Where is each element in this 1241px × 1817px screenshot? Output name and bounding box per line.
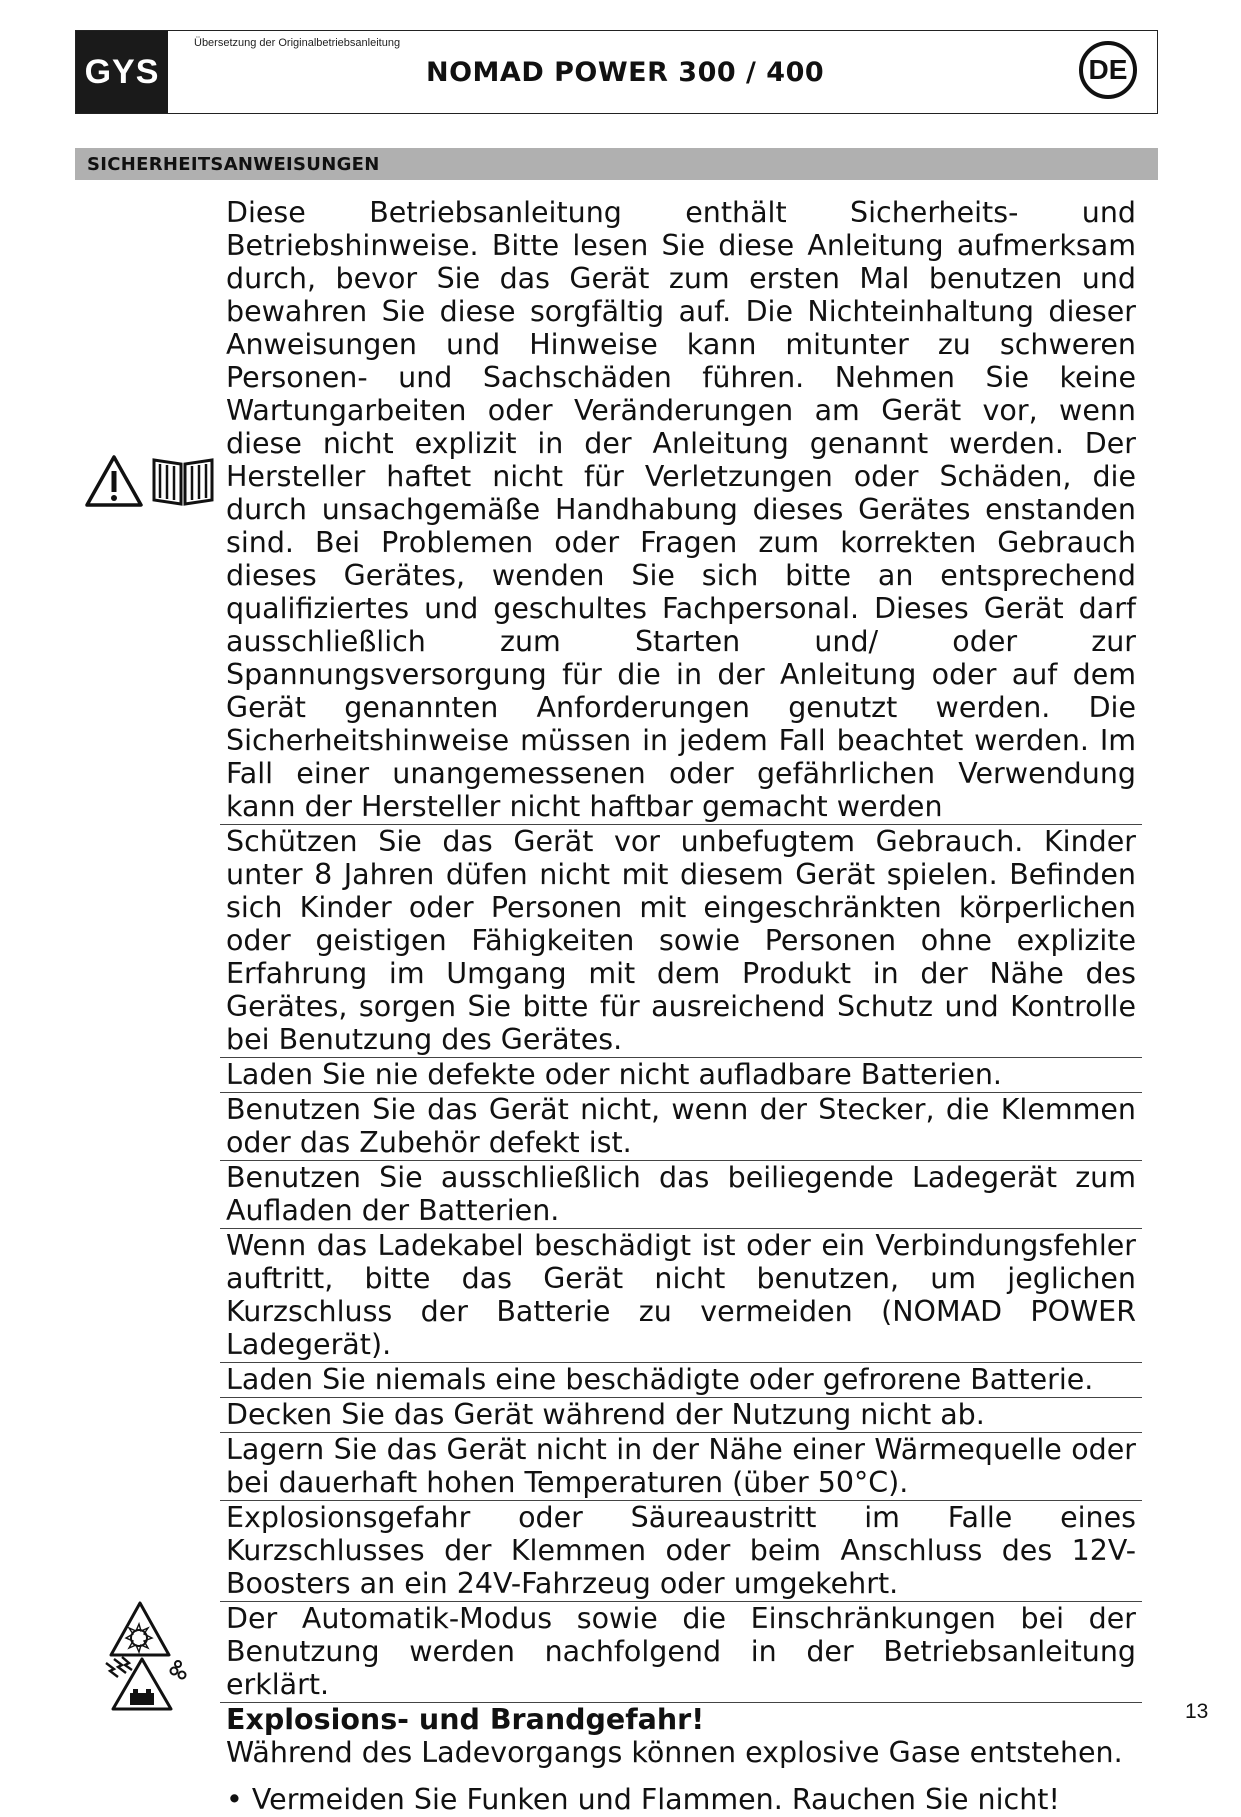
no-sparks-icon	[102, 1655, 188, 1713]
language-badge: DE	[1079, 41, 1137, 99]
instruction-item: Lagern Sie das Gerät nicht in der Nähe einer Wärmequelle oder bei dauerhaft hohen Temperaturen (über 50°C).	[220, 1433, 1142, 1501]
page-number: 13	[1185, 1700, 1209, 1723]
hazard-text: Während des Ladevorgangs können explosive Gase entstehen.	[226, 1736, 1123, 1769]
instruction-item: Schützen Sie das Gerät vor unbefugtem Gebrauch. Kinder unter 8 Jahren düfen nicht mit diesem Gerät spielen. Befinden sich Kinder oder Personen mit eingeschränkten körperlichen oder geistigen Fähigkeiten sowie Personen ohne explizite Erfahrung im Umgang mit dem Produkt in der Nähe des Gerätes, sorgen Sie bitte für ausreichend Schutz und Kontrolle bei Benutzung des Gerätes.	[220, 825, 1142, 1058]
explosion-hazard-icon	[108, 1600, 172, 1658]
instruction-item: Benutzen Sie ausschließlich das beiliegende Ladegerät zum Aufladen der Batterien.	[220, 1161, 1142, 1229]
warning-icons	[84, 454, 216, 508]
gys-logo: GYS	[76, 31, 168, 113]
instruction-item: Benutzen Sie das Gerät nicht, wenn der Stecker, die Klemmen oder das Zubehör defekt ist.	[220, 1093, 1142, 1161]
hazard-block	[220, 1703, 1142, 1817]
section-heading: SICHERHEITSANWEISUNGEN	[75, 148, 1158, 180]
page-header	[75, 30, 1158, 114]
instruction-item: Wenn das Ladekabel beschädigt ist oder ein Verbindungsfehler auftritt, bitte das Gerät nicht benutzen, um jeglichen Kurzschluss der Batterie zu vermeiden (NOMAD POWER Ladegerät).	[220, 1229, 1142, 1363]
instruction-item: Laden Sie nie defekte oder nicht aufladbare Batterien.	[220, 1058, 1142, 1093]
manual-book-icon	[150, 454, 216, 508]
hazard-title: Explosions- und Brandgefahr!	[226, 1703, 705, 1736]
instruction-item: Explosionsgefahr oder Säureaustritt im Falle eines Kurzschlusses der Klemmen oder beim Anschluss des 12V-Boosters an ein 24V-Fahrzeug oder umgekehrt.	[220, 1501, 1142, 1602]
instruction-item: Laden Sie niemals eine beschädigte oder gefrorene Batterie.	[220, 1363, 1142, 1398]
warning-triangle-icon	[84, 454, 144, 508]
instruction-item: Decken Sie das Gerät während der Nutzung nicht ab.	[220, 1398, 1142, 1433]
instructions-list	[220, 196, 1142, 1817]
product-title: NOMAD POWER 300 / 400	[426, 57, 825, 88]
document-subtitle: Übersetzung der Originalbetriebsanleitung	[194, 37, 401, 49]
instruction-item: Diese Betriebsanleitung enthält Sicherheits- und Betriebshinweise. Bitte lesen Sie diese Anleitung aufmerksam durch, bevor Sie das Gerät zum ersten Mal benutzen und bewahren Sie diese sorgfältig auf. Die Nichteinhaltung dieser Anweisungen und Hinweise kann mitunter zu schweren Personen- und Sachschäden führen. Nehmen Sie keine Wartungarbeiten oder Veränderungen am Gerät vor, wenn diese nicht explizit in der Anleitung genannt werden. Der Hersteller haftet nicht für Verletzungen oder Schäden, die durch unsachgemäße Handhabung dieses Gerätes enstanden sind. Bei Problemen oder Fragen zum korrekten Gebrauch dieses Gerätes, wenden Sie sich bitte an entsprechend qualifiziertes und geschultes Fachpersonal. Dieses Gerät darf ausschließlich zum Starten und/ oder zur Spannungsversorgung für die in der Anleitung oder auf dem Gerät genannten Anforderungen genutzt werden. Die Sicherheitshinweise müssen in jedem Fall beachtet werden. Im Fall einer unangemessenen oder gefährlichen Verwendung kann der Hersteller nicht haftbar gemacht werden	[220, 196, 1142, 825]
hazard-bullet: • Vermeiden Sie Funken und Flammen. Rauchen Sie nicht!	[226, 1783, 1060, 1816]
instruction-item: Der Automatik-Modus sowie die Einschränkungen bei der Benutzung werden nachfolgend in der Betriebsanleitung erklärt.	[220, 1602, 1142, 1703]
